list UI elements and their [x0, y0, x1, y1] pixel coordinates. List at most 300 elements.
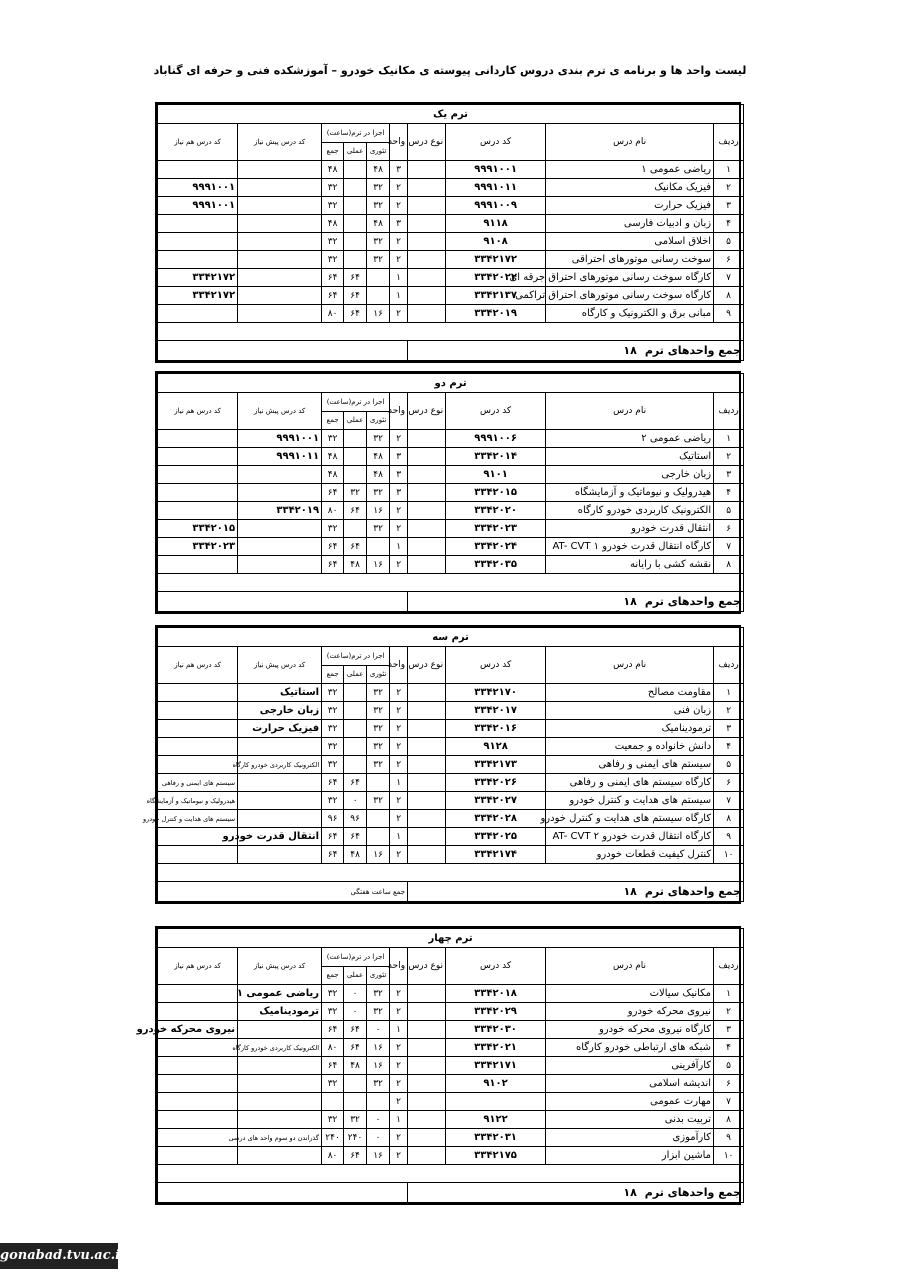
- course-theory: ۰: [367, 1021, 390, 1039]
- course-name: کارگاه انتقال قدرت خودرو ۲ AT- CVT: [546, 828, 714, 846]
- course-row: [158, 1021, 744, 1039]
- course-name: کارگاه سوخت رسانی موتورهای احتراق تراکمی: [546, 287, 714, 305]
- course-unit: ۲: [390, 1129, 408, 1147]
- course-practical: [344, 448, 367, 466]
- course-total: ۳۲: [322, 179, 344, 197]
- course-coreq: [158, 702, 238, 720]
- header-coreq: کد درس هم نیاز: [158, 948, 238, 985]
- course-theory: ۴۸: [367, 161, 390, 179]
- header-type: نوع درس: [408, 393, 446, 430]
- row-number: ۸: [714, 556, 744, 574]
- course-name: نقشه کشی با رایانه: [546, 556, 714, 574]
- course-type: [408, 702, 446, 720]
- course-name: زبان خارجی: [546, 466, 714, 484]
- header-prereq: کد درس پیش نیاز: [238, 647, 322, 684]
- course-coreq: [158, 985, 238, 1003]
- row-number: ۳: [714, 720, 744, 738]
- course-name: نیروی محرکه خودرو: [546, 1003, 714, 1021]
- course-prereq: [238, 466, 322, 484]
- course-name: انتقال قدرت خودرو: [546, 520, 714, 538]
- course-type: [408, 1039, 446, 1057]
- course-coreq: [158, 502, 238, 520]
- footer-url[interactable]: gonabad.tvu.ac.ir: [0, 1243, 118, 1269]
- course-coreq: هیدرولیک و نیوماتیک و آزمایشگاه: [158, 792, 238, 810]
- sum-label-text: جمع واحدهای ترم: [644, 1186, 742, 1199]
- header-name: نام درس: [546, 393, 714, 430]
- header-practical: عملی: [344, 966, 367, 985]
- course-name: مبانی برق و الکترونیک و کارگاه: [546, 305, 714, 323]
- course-theory: ۱۶: [367, 1039, 390, 1057]
- course-theory: ۰: [367, 1129, 390, 1147]
- course-code: ۳۳۴۲۰۲۵: [446, 828, 546, 846]
- course-practical: ۶۴: [344, 287, 367, 305]
- course-type: [408, 810, 446, 828]
- course-practical: ۳۲: [344, 1111, 367, 1129]
- header-hours: اجرا در ترم(ساعت): [322, 948, 390, 967]
- row-number: ۵: [714, 756, 744, 774]
- term-table-4: [136, 926, 742, 1205]
- course-prereq: [238, 810, 322, 828]
- row-number: ۹: [714, 305, 744, 323]
- course-total: ۸۰: [322, 305, 344, 323]
- row-number: ۵: [714, 1057, 744, 1075]
- course-row: [158, 502, 744, 520]
- course-name: استاتیک: [546, 448, 714, 466]
- course-code: ۳۳۴۲۰۱۸: [446, 985, 546, 1003]
- header-name: نام درس: [546, 124, 714, 161]
- course-code: ۳۳۴۲۰۳۰: [446, 1021, 546, 1039]
- page-title: لیست واحد ها و برنامه ی ترم بندی دروس کاردانی پیوسته ی مکانیک خودرو – آموزشکده فنی و حرفه ای گناباد: [153, 64, 747, 77]
- header-total: جمع: [322, 142, 344, 161]
- course-name: تربیت بدنی: [546, 1111, 714, 1129]
- course-type: [408, 1057, 446, 1075]
- course-unit: ۱: [390, 1111, 408, 1129]
- course-unit: ۱: [390, 774, 408, 792]
- course-name: سیستم های ایمنی و رفاهی: [546, 756, 714, 774]
- course-type: [408, 828, 446, 846]
- course-type: [408, 1111, 446, 1129]
- course-unit: ۱: [390, 538, 408, 556]
- row-number: ۱۰: [714, 1147, 744, 1165]
- course-type: [408, 846, 446, 864]
- course-prereq: [238, 484, 322, 502]
- row-number: ۳: [714, 466, 744, 484]
- course-name: زبان فنی: [546, 702, 714, 720]
- course-coreq: [158, 161, 238, 179]
- row-number: ۲: [714, 702, 744, 720]
- course-unit: ۲: [390, 1075, 408, 1093]
- term-title: ترم سه: [158, 628, 744, 647]
- course-type: [408, 1147, 446, 1165]
- row-number: ۹: [714, 828, 744, 846]
- course-theory: [367, 810, 390, 828]
- header-type: نوع درس: [408, 124, 446, 161]
- course-practical: [344, 179, 367, 197]
- course-unit: ۲: [390, 197, 408, 215]
- course-total: ۶۴: [322, 1057, 344, 1075]
- course-unit: ۲: [390, 179, 408, 197]
- sum-label-text: جمع واحدهای ترم: [644, 595, 742, 608]
- course-unit: ۲: [390, 556, 408, 574]
- row-number: ۸: [714, 810, 744, 828]
- course-practical: [344, 161, 367, 179]
- term-title: ترم یک: [158, 105, 744, 124]
- course-type: [408, 448, 446, 466]
- course-row: [158, 702, 744, 720]
- blank-row: [158, 574, 744, 592]
- course-total: ۶۴: [322, 1021, 344, 1039]
- header-prereq: کد درس پیش نیاز: [238, 393, 322, 430]
- course-type: [408, 684, 446, 702]
- course-name: هیدرولیک و نیوماتیک و آزمایشگاه: [546, 484, 714, 502]
- course-code: ۳۳۴۲۰۱۹: [446, 305, 546, 323]
- header-type: نوع درس: [408, 948, 446, 985]
- course-coreq: ۳۳۴۲۰۲۳: [158, 538, 238, 556]
- course-unit: ۱: [390, 287, 408, 305]
- course-total: ۳۲: [322, 1075, 344, 1093]
- row-number: ۲: [714, 179, 744, 197]
- course-name: سیستم های هدایت و کنترل خودرو: [546, 792, 714, 810]
- course-prereq: ترمودینامیک: [238, 1003, 322, 1021]
- course-row: [158, 846, 744, 864]
- course-total: ۴۸: [322, 466, 344, 484]
- header-coreq: کد درس هم نیاز: [158, 393, 238, 430]
- course-name: ریاضی عمومی ۲: [546, 430, 714, 448]
- header-total: جمع: [322, 411, 344, 430]
- header-name: نام درس: [546, 948, 714, 985]
- course-unit: ۱: [390, 269, 408, 287]
- course-row: [158, 1057, 744, 1075]
- row-number: ۵: [714, 233, 744, 251]
- course-type: [408, 556, 446, 574]
- term-title: ترم چهار: [158, 929, 744, 948]
- course-coreq: [158, 448, 238, 466]
- course-name: مکانیک سیالات: [546, 985, 714, 1003]
- term-sum-label: [408, 1183, 744, 1203]
- term-table-1: [155, 102, 741, 363]
- course-practical: [344, 720, 367, 738]
- course-type: [408, 538, 446, 556]
- course-prereq: ریاضی عمومی ۱: [238, 985, 322, 1003]
- course-prereq: [238, 538, 322, 556]
- course-total: ۶۴: [322, 828, 344, 846]
- course-total: ۶۴: [322, 269, 344, 287]
- course-code: ۹۹۹۱۰۰۹: [446, 197, 546, 215]
- course-row: [158, 269, 744, 287]
- course-coreq: [158, 484, 238, 502]
- course-practical: ۶۴: [344, 828, 367, 846]
- header-total: جمع: [322, 665, 344, 684]
- course-practical: [344, 702, 367, 720]
- course-code: ۹۱۰۱: [446, 466, 546, 484]
- course-total: ۳۲: [322, 520, 344, 538]
- course-prereq: استاتیک: [238, 684, 322, 702]
- course-type: [408, 161, 446, 179]
- course-practical: [344, 1075, 367, 1093]
- course-practical: [344, 466, 367, 484]
- course-theory: [367, 774, 390, 792]
- course-code: ۳۳۴۲۰۱۵: [446, 484, 546, 502]
- course-prereq: [238, 1147, 322, 1165]
- course-unit: ۲: [390, 502, 408, 520]
- course-type: [408, 466, 446, 484]
- header-unit: واحد: [390, 124, 408, 161]
- course-total: ۳۲: [322, 684, 344, 702]
- course-theory: ۳۲: [367, 1075, 390, 1093]
- course-coreq: [158, 430, 238, 448]
- course-row: [158, 538, 744, 556]
- course-type: [408, 287, 446, 305]
- course-unit: ۲: [390, 1003, 408, 1021]
- course-unit: ۲: [390, 702, 408, 720]
- course-theory: ۳۲: [367, 756, 390, 774]
- course-name: کارگاه نیروی محرکه خودرو: [546, 1021, 714, 1039]
- header-unit: واحد: [390, 948, 408, 985]
- row-number: ۹: [714, 1129, 744, 1147]
- course-prereq: ۳۳۴۲۰۱۹: [238, 502, 322, 520]
- course-code: ۳۳۴۲۰۲۰: [446, 502, 546, 520]
- course-total: ۶۴: [322, 287, 344, 305]
- course-prereq: [238, 197, 322, 215]
- course-coreq: [158, 305, 238, 323]
- course-practical: ۴۸: [344, 846, 367, 864]
- course-code: ۳۳۴۲۰۲۷: [446, 792, 546, 810]
- course-unit: ۲: [390, 810, 408, 828]
- course-total: ۳۲: [322, 756, 344, 774]
- course-code: ۳۳۴۲۰۳۱: [446, 1129, 546, 1147]
- course-theory: ۳۲: [367, 484, 390, 502]
- course-theory: ۳۲: [367, 1003, 390, 1021]
- course-prereq: ۹۹۹۱۰۰۱: [238, 430, 322, 448]
- course-total: ۴۸: [322, 448, 344, 466]
- term-sum-note: [158, 592, 408, 612]
- course-coreq: [158, 1111, 238, 1129]
- course-code: ۳۳۴۲۱۷۱: [446, 1057, 546, 1075]
- course-prereq: [238, 233, 322, 251]
- course-code: ۳۳۴۲۰۱۷: [446, 702, 546, 720]
- course-row: [158, 774, 744, 792]
- course-unit: ۳: [390, 448, 408, 466]
- course-type: [408, 792, 446, 810]
- header-name: نام درس: [546, 647, 714, 684]
- course-type: [408, 1075, 446, 1093]
- course-coreq: [158, 251, 238, 269]
- term-sum-note: جمع ساعت هفتگی: [158, 882, 408, 902]
- course-unit: ۲: [390, 846, 408, 864]
- term-table-2: [155, 371, 741, 614]
- header-theory: تئوری: [367, 411, 390, 430]
- course-code: ۳۳۴۲۰۱۴: [446, 448, 546, 466]
- course-theory: ۳۲: [367, 520, 390, 538]
- course-practical: ۶۴: [344, 538, 367, 556]
- header-coreq: کد درس هم نیاز: [158, 124, 238, 161]
- header-code: کد درس: [446, 393, 546, 430]
- row-number: ۳: [714, 197, 744, 215]
- course-theory: ۱۶: [367, 305, 390, 323]
- course-name: کارگاه انتقال قدرت خودرو ۱ AT- CVT: [546, 538, 714, 556]
- course-row: [158, 466, 744, 484]
- course-type: [408, 484, 446, 502]
- course-practical: ۳۲: [344, 484, 367, 502]
- term-title: ترم دو: [158, 374, 744, 393]
- course-unit: ۲: [390, 1039, 408, 1057]
- course-type: [408, 1021, 446, 1039]
- sum-label-text: جمع واحدهای ترم: [644, 885, 742, 898]
- course-practical: ۰: [344, 792, 367, 810]
- course-row: [158, 448, 744, 466]
- course-unit: ۲: [390, 684, 408, 702]
- course-coreq: [158, 1147, 238, 1165]
- course-theory: ۳۲: [367, 684, 390, 702]
- course-unit: ۳: [390, 484, 408, 502]
- course-theory: ۱۶: [367, 1057, 390, 1075]
- course-total: ۳۲: [322, 430, 344, 448]
- course-total: ۴۸: [322, 161, 344, 179]
- course-row: [158, 1075, 744, 1093]
- course-theory: ۱۶: [367, 846, 390, 864]
- term-sum-value: ۱۸: [623, 344, 637, 357]
- row-number: ۱: [714, 684, 744, 702]
- course-coreq: [158, 1129, 238, 1147]
- course-total: ۶۴: [322, 774, 344, 792]
- course-row: [158, 1129, 744, 1147]
- header-total: جمع: [322, 966, 344, 985]
- course-code: ۳۳۴۲۰۲۴: [446, 538, 546, 556]
- course-practical: ۹۶: [344, 810, 367, 828]
- header-radif: ردیف: [714, 948, 744, 985]
- course-type: [408, 1129, 446, 1147]
- course-prereq: گذراندن دو سوم واحد های درسی: [238, 1129, 322, 1147]
- course-name: ریاضی عمومی ۱: [546, 161, 714, 179]
- row-number: ۱۰: [714, 846, 744, 864]
- course-type: [408, 269, 446, 287]
- header-hours: اجرا در ترم(ساعت): [322, 647, 390, 666]
- course-prereq: [238, 1093, 322, 1111]
- course-total: ۳۲: [322, 985, 344, 1003]
- course-type: [408, 1003, 446, 1021]
- course-code: ۳۳۴۲۰۱۶: [446, 720, 546, 738]
- course-row: [158, 161, 744, 179]
- course-code: ۳۳۴۲۱۷۴: [446, 846, 546, 864]
- course-total: ۳۲: [322, 197, 344, 215]
- header-radif: ردیف: [714, 393, 744, 430]
- header-theory: تئوری: [367, 966, 390, 985]
- course-row: [158, 792, 744, 810]
- course-practical: ۶۴: [344, 305, 367, 323]
- course-prereq: [238, 305, 322, 323]
- row-number: ۶: [714, 774, 744, 792]
- course-type: [408, 985, 446, 1003]
- course-code: ۳۳۴۲۰۲۳: [446, 520, 546, 538]
- header-code: کد درس: [446, 948, 546, 985]
- course-type: [408, 215, 446, 233]
- course-theory: [367, 828, 390, 846]
- course-coreq: [158, 1039, 238, 1057]
- row-number: ۸: [714, 1111, 744, 1129]
- course-code: [446, 1093, 546, 1111]
- course-unit: ۲: [390, 233, 408, 251]
- course-prereq: ۹۹۹۱۰۱۱: [238, 448, 322, 466]
- course-prereq: [238, 1057, 322, 1075]
- course-coreq: [158, 215, 238, 233]
- course-theory: ۳۲: [367, 197, 390, 215]
- course-theory: ۴۸: [367, 215, 390, 233]
- course-type: [408, 756, 446, 774]
- course-theory: ۱۶: [367, 502, 390, 520]
- course-practical: [344, 756, 367, 774]
- course-row: [158, 1093, 744, 1111]
- term-sum-note: [158, 1183, 408, 1203]
- course-unit: ۲: [390, 251, 408, 269]
- row-number: ۷: [714, 1093, 744, 1111]
- row-number: ۴: [714, 1039, 744, 1057]
- row-number: ۴: [714, 215, 744, 233]
- course-row: [158, 720, 744, 738]
- course-row: [158, 251, 744, 269]
- header-coreq: کد درس هم نیاز: [158, 647, 238, 684]
- term-sum-label: [408, 882, 744, 902]
- course-row: [158, 287, 744, 305]
- course-total: ۳۲: [322, 792, 344, 810]
- course-theory: ۴۸: [367, 448, 390, 466]
- course-name: کارگاه سیستم های هدایت و کنترل خودرو: [546, 810, 714, 828]
- course-unit: ۳: [390, 215, 408, 233]
- header-practical: عملی: [344, 142, 367, 161]
- course-name: شبکه های ارتباطی خودرو کارگاه: [546, 1039, 714, 1057]
- term-sum-label: [408, 341, 744, 361]
- course-code: ۳۳۴۲۰۳۵: [446, 556, 546, 574]
- course-total: ۳۲: [322, 251, 344, 269]
- course-coreq: سیستم های هدایت و کنترل خودرو: [158, 810, 238, 828]
- row-number: ۶: [714, 520, 744, 538]
- row-number: ۱: [714, 430, 744, 448]
- course-code: ۳۳۴۲۰۲۶: [446, 774, 546, 792]
- course-practical: ۶۴: [344, 774, 367, 792]
- header-radif: ردیف: [714, 124, 744, 161]
- course-practical: ۰: [344, 985, 367, 1003]
- course-row: [158, 828, 744, 846]
- course-row: [158, 810, 744, 828]
- course-prereq: [238, 1021, 322, 1039]
- course-theory: [367, 269, 390, 287]
- course-unit: ۱: [390, 828, 408, 846]
- course-practical: [344, 430, 367, 448]
- course-unit: ۲: [390, 1057, 408, 1075]
- header-prereq: کد درس پیش نیاز: [238, 948, 322, 985]
- course-total: ۸۰: [322, 1039, 344, 1057]
- course-unit: ۲: [390, 985, 408, 1003]
- course-prereq: [238, 1111, 322, 1129]
- header-code: کد درس: [446, 647, 546, 684]
- course-name: فیزیک حرارت: [546, 197, 714, 215]
- course-theory: ۱۶: [367, 556, 390, 574]
- header-code: کد درس: [446, 124, 546, 161]
- course-type: [408, 233, 446, 251]
- course-theory: ۳۲: [367, 251, 390, 269]
- row-number: ۲: [714, 448, 744, 466]
- course-type: [408, 774, 446, 792]
- course-prereq: [238, 556, 322, 574]
- course-code: ۹۹۹۱۰۰۶: [446, 430, 546, 448]
- course-coreq: ۳۳۴۲۰۱۵: [158, 520, 238, 538]
- course-theory: ۳۲: [367, 702, 390, 720]
- course-type: [408, 179, 446, 197]
- course-row: [158, 1003, 744, 1021]
- course-unit: ۲: [390, 720, 408, 738]
- row-number: ۳: [714, 1021, 744, 1039]
- course-row: [158, 556, 744, 574]
- course-unit: ۲: [390, 1147, 408, 1165]
